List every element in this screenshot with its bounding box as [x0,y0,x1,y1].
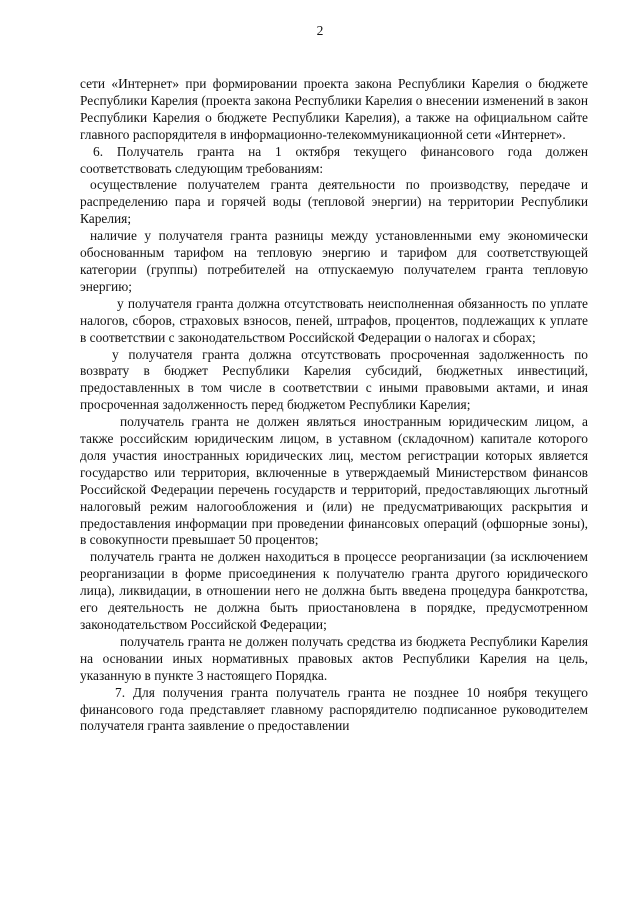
document-body [80,76,588,735]
paragraph-publication: сети «Интернет» при формировании проекта закона Республики Карелия о бюджете Республики Карелия (проекта закона Республики Карелия о внесении изменений в закон Республики Карелия о бюджете Республики Карелия), а также на официальном сайте главного распорядителя в информационно-телекоммуникационной сети «Интернет». [80,76,588,142]
paragraph-requirement-activity: осуществление получателем гранта деятельности по производству, передаче и распределению пара и горячей воды (тепловой энергии) на территории Республики Карелия; [80,177,588,227]
paragraph-requirement-no-tax-debt: у получателя гранта должна отсутствовать неисполненная обязанность по уплате налогов, сборов, страховых взносов, пеней, штрафов, процентов, подлежащих к уплате в соответствии с законодательством Российской Федерации о налогах и сборах; [80,295,588,345]
paragraph-item-7: 7. Для получения гранта получатель гранта не позднее 10 ноября текущего финансового года представляет главному распорядителю подписанное руководителем получателя гранта заявление о предоставлении [80,684,588,734]
paragraph-requirement-no-other-funds: получатель гранта не должен получать средства из бюджета Республики Карелия на основании иных нормативных правовых актов Республики Карелия на цель, указанную в пункте 3 настоящего Порядка. [80,633,588,683]
paragraph-requirement-not-foreign: получатель гранта не должен являться иностранным юридическим лицом, а также российским юридическим лицом, в уставном (складочном) капитале которого доля участия иностранных юридических лиц, местом регистрации которых является государство или территория, включенные в утверждаемый Министерством финансов Российской Федерации перечень государств и территорий, предоставляющих льготный налоговый режим налогообложения и (или) не предусматривающих раскрытия и предоставления информации при проведении финансовых операций (офшорные зоны), в совокупности превышает 50 процентов; [80,414,588,548]
paragraph-requirement-no-budget-debt: у получателя гранта должна отсутствовать просроченная задолженность по возврату в бюджет Республики Карелия субсидий, бюджетных инвестиций, предоставленных в том числе в соответствии с иными правовыми актами, и иная просроченная задолженность перед бюджетом Республики Карелия; [80,346,588,413]
paragraph-item-6-intro: 6. Получатель гранта на 1 октября текущего финансового года должен соответствовать следующим требованиям: [80,143,588,176]
paragraph-requirement-tariff-difference: наличие у получателя гранта разницы между установленными ему экономически обоснованным тарифом на тепловую энергию и тарифом для соответствующей категории (группы) потребителей на отпускаемую получателем гранта тепловую энергию; [80,228,588,294]
paragraph-requirement-no-reorganization: получатель гранта не должен находиться в процессе реорганизации (за исключением реорганизации в форме присоединения к получателю гранта другого юридического лица), ликвидации, в отношении него не должна быть введена процедура банкротства, его деятельность не должна быть приостановлена в порядке, предусмотренном законодательством Российской Федерации; [80,549,588,632]
page-number: 2 [316,23,324,38]
